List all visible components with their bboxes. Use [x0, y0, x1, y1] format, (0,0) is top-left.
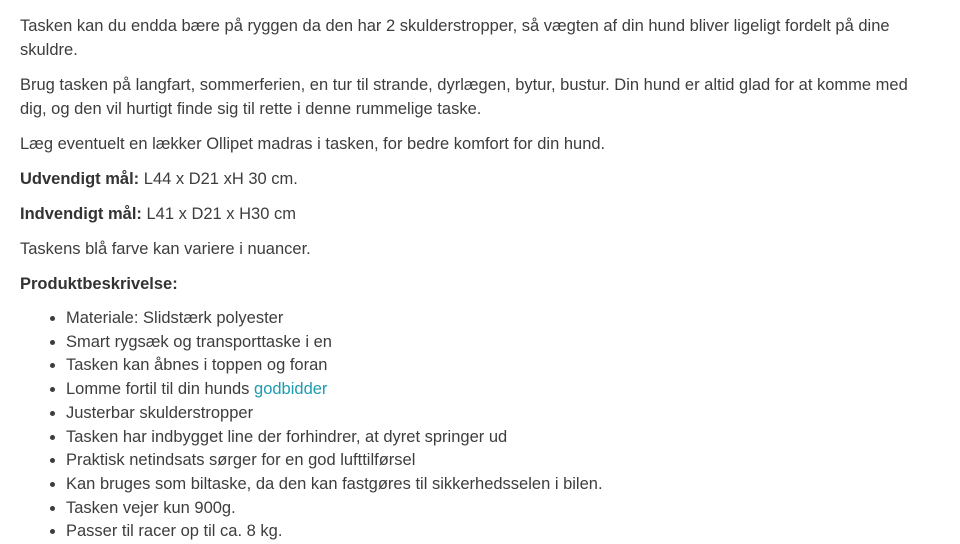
product-description-heading: Produktbeskrivelse: — [20, 275, 178, 293]
paragraph-shoulder-straps: Tasken kan du endda bære på ryggen da den har 2 skulderstropper, så vægten af din hund bliver ligeligt fordelt på dine skuldre. — [20, 17, 890, 59]
feature-list — [20, 307, 920, 544]
list-item: • Tasken kan åbnes i toppen og foran — [66, 354, 920, 378]
list-item: • Smart rygsæk og transporttaske i en — [66, 331, 920, 355]
inner-dimensions-value: L41 x D21 x H30 cm — [141, 205, 296, 223]
section-heading — [20, 272, 920, 296]
list-item: • Justerbar skulderstropper — [66, 402, 920, 426]
treats-link[interactable]: godbidder — [254, 380, 328, 399]
list-item: • Tasken vejer kun 900g. — [66, 497, 920, 521]
list-item: • Passer til racer op til ca. 8 kg. — [66, 520, 920, 544]
inner-dimensions-label: Indvendigt mål: — [20, 205, 142, 223]
list-item-text: Lomme fortil til din hunds — [66, 380, 255, 399]
outer-dimensions-label: Udvendigt mål: — [20, 170, 140, 188]
outer-dimensions — [20, 167, 920, 191]
paragraph-mattress: Læg eventuelt en lækker Ollipet madras i tasken, for bedre komfort for din hund. — [20, 135, 606, 153]
list-item: • Kan bruges som biltaske, da den kan fastgøres til sikkerhedsselen i bilen. — [66, 473, 920, 497]
list-item: • Praktisk netindsats sørger for en god lufttilførsel — [66, 449, 920, 473]
list-item — [66, 378, 920, 402]
paragraph-usage: Brug tasken på langfart, sommerferien, en tur til strande, dyrlægen, bytur, bustur. Din hund er altid glad for at komme med dig, og den vil hurtigt finde sig til rette i denne rummelige taske. — [20, 76, 908, 118]
outer-dimensions-value: L44 x D21 xH 30 cm. — [139, 170, 298, 188]
list-item: • Tasken har indbygget line der forhindrer, at dyret springer ud — [66, 426, 920, 450]
list-item: • Materiale: Slidstærk polyester — [66, 307, 920, 331]
inner-dimensions — [20, 202, 920, 226]
paragraph-color-note: Taskens blå farve kan variere i nuancer. — [20, 240, 311, 258]
